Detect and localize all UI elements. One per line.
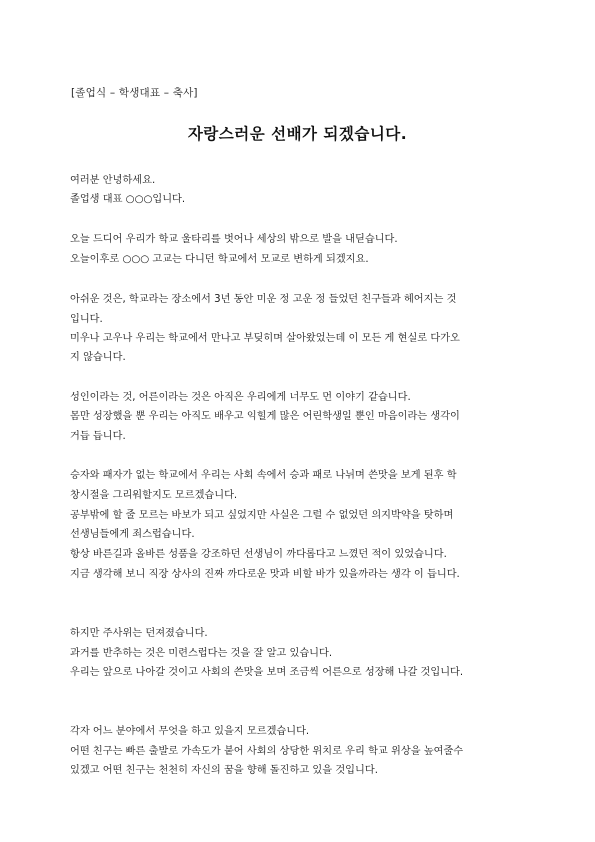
body-line: 지금 생각해 보니 직장 상사의 진짜 까다로운 맛과 비할 바가 있을까라는 생각 이 듭니다.: [70, 569, 460, 580]
body-line: 선생님들에게 죄스럽습니다.: [70, 529, 195, 540]
document-header-tag: [졸업식 – 학생대표 – 축사]: [71, 87, 198, 99]
document-title: 자랑스러운 선배가 되겠습니다.: [187, 125, 408, 143]
body-line: 공부밖에 할 줄 모르는 바보가 되고 싶었지만 사실은 그럴 수 없었던 의지박약을 탓하며: [70, 510, 454, 521]
body-line: 각자 어느 분야에서 무엇을 하고 있을지 모르겠습니다.: [70, 726, 310, 737]
body-line: 오늘이후로 ○○○ 고교는 다니던 학교에서 모교로 변하게 되겠지요.: [70, 254, 369, 265]
body-line: 있겠고 어떤 친구는 천천히 자신의 꿈을 향해 돌진하고 있을 것입니다.: [70, 765, 378, 776]
body-line: 우리는 앞으로 나아갈 것이고 사회의 쓴맛을 보며 조금씩 어른으로 성장해 나갈 것입니다.: [70, 667, 464, 678]
body-line: 아쉬운 것은, 학교라는 장소에서 3년 동안 미운 정 고운 정 들었던 친구들과 헤어지는 것: [70, 294, 457, 305]
body-line: 창시절을 그리워할지도 모르겠습니다.: [70, 490, 238, 501]
body-line: 과거를 반추하는 것은 미련스럽다는 것을 잘 알고 있습니다.: [70, 648, 333, 659]
body-line: 입니다.: [70, 314, 103, 325]
body-line: 오늘 드디어 우리가 학교 울타리를 벗어나 세상의 밖으로 발을 내딛습니다.: [70, 234, 398, 245]
body-line: 여러분 안녕하세요.: [70, 175, 156, 186]
body-line: 항상 바른길과 올바른 성품을 강조하던 선생님이 까다롭다고 느꼈던 적이 있었습니다.: [70, 549, 447, 560]
body-line: 성인이라는 것, 어른이라는 것은 아직은 우리에게 너무도 먼 이야기 같습니다.: [70, 392, 411, 403]
body-line: 졸업생 대표 ○○○입니다.: [70, 194, 186, 205]
body-line: 미우나 고우나 우리는 학교에서 만나고 부딪히며 살아왔었는데 이 모든 게 현실로 다가오: [70, 333, 460, 344]
body-line: 거듭 듭니다.: [70, 431, 126, 442]
body-line: 지 않습니다.: [70, 352, 126, 363]
body-line: 몸만 성장했을 뿐 우리는 아직도 배우고 익힐게 많은 어린학생일 뿐인 마음이라는 생각이: [70, 411, 460, 422]
body-line: 승자와 패자가 없는 학교에서 우리는 사회 속에서 승과 패로 나뉘며 쓴맛을 보게 된후 학: [70, 470, 457, 481]
body-line: 하지만 주사위는 던져졌습니다.: [70, 628, 208, 639]
body-line: 어떤 친구는 빠른 출발로 가속도가 붙어 사회의 상당한 위치로 우리 학교 위상을 높여줄수: [70, 746, 464, 757]
